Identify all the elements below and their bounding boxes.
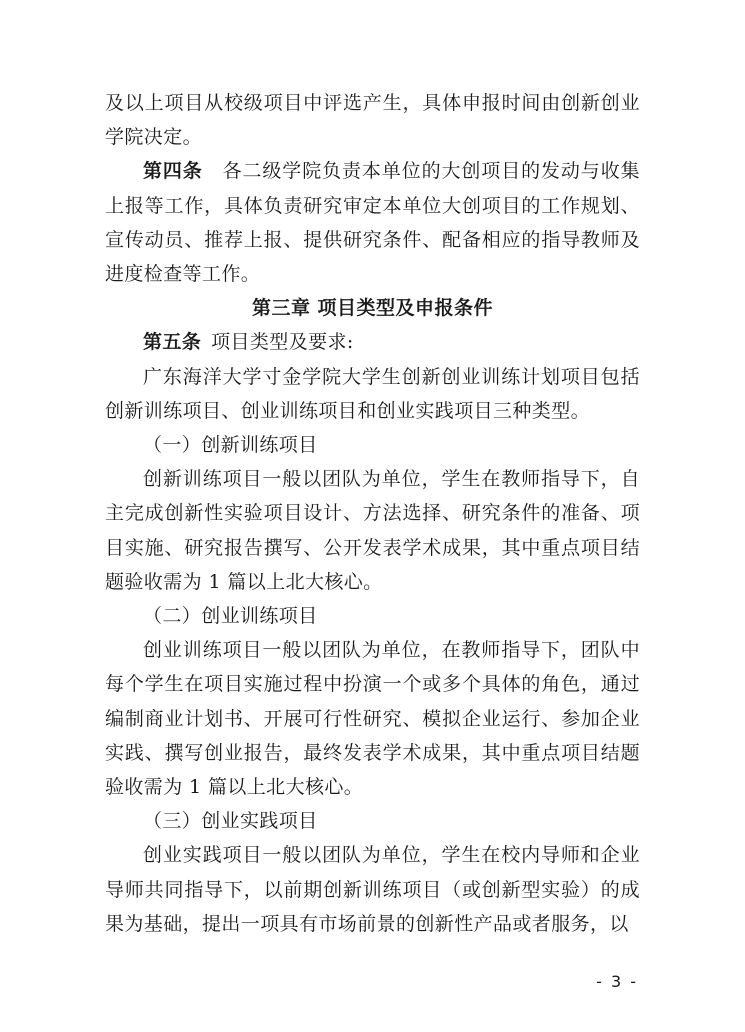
article-4-text: 各二级学院负责本单位的大创项目的发动与收集上报等工作，具体负责研究审定本单位大创项目的工作规划、宣传动员、推荐上报、提供研究条件、配备相应的指导教师及进度检查等工作。 (105, 160, 640, 286)
paragraph-continuation: 及以上项目从校级项目中评选产生，具体申报时间由创新创业学院决定。 (105, 92, 640, 149)
entrepreneurship-practice-paragraph: 创业实践项目一般以团队为单位，学生在校内导师和企业导师共同指导下，以前期创新训练项目（或创新型实验）的成果为基础，提出一项具有市场前景的创新性产品或者服务，以 (105, 844, 640, 935)
subheading-innovation-training: （一）创新训练项目 (143, 434, 318, 457)
document-body (105, 86, 640, 941)
entrepreneurship-training-paragraph: 创业训练项目一般以团队为单位，在教师指导下，团队中每个学生在项目实施过程中扮演一个或多个具体的角色，通过编制商业计划书、开展可行性研究、模拟企业运行、参加企业实践、撰写创业报告，最终发表学术成果，其中重点项目结题验收需为 1 篇以上北大核心。 (105, 639, 640, 799)
chapter-3-heading: 第三章 项目类型及申报条件 (251, 297, 494, 320)
article-5-label: 第五条 (143, 331, 202, 354)
page-number: - 3 - (596, 972, 638, 991)
subheading-entrepreneurship-training: （二）创业训练项目 (143, 605, 318, 628)
subheading-entrepreneurship-practice: （三）创业实践项目 (143, 810, 318, 833)
article-5-paragraph (105, 325, 640, 359)
article-5-text: 项目类型及要求: (211, 331, 354, 354)
innovation-training-paragraph: 创新训练项目一般以团队为单位，学生在教师指导下，自主完成创新性实验项目设计、方法选择、研究条件的准备、项目实施、研究报告撰写、公开发表学术成果，其中重点项目结题验收需为 1 篇以上北大核心。 (105, 468, 640, 593)
article-4-paragraph (105, 154, 640, 291)
article-4-label: 第四条 (143, 160, 203, 183)
project-types-intro: 广东海洋大学寸金学院大学生创新创业训练计划项目包括创新训练项目、创业训练项目和创业实践项目三种类型。 (105, 365, 640, 422)
